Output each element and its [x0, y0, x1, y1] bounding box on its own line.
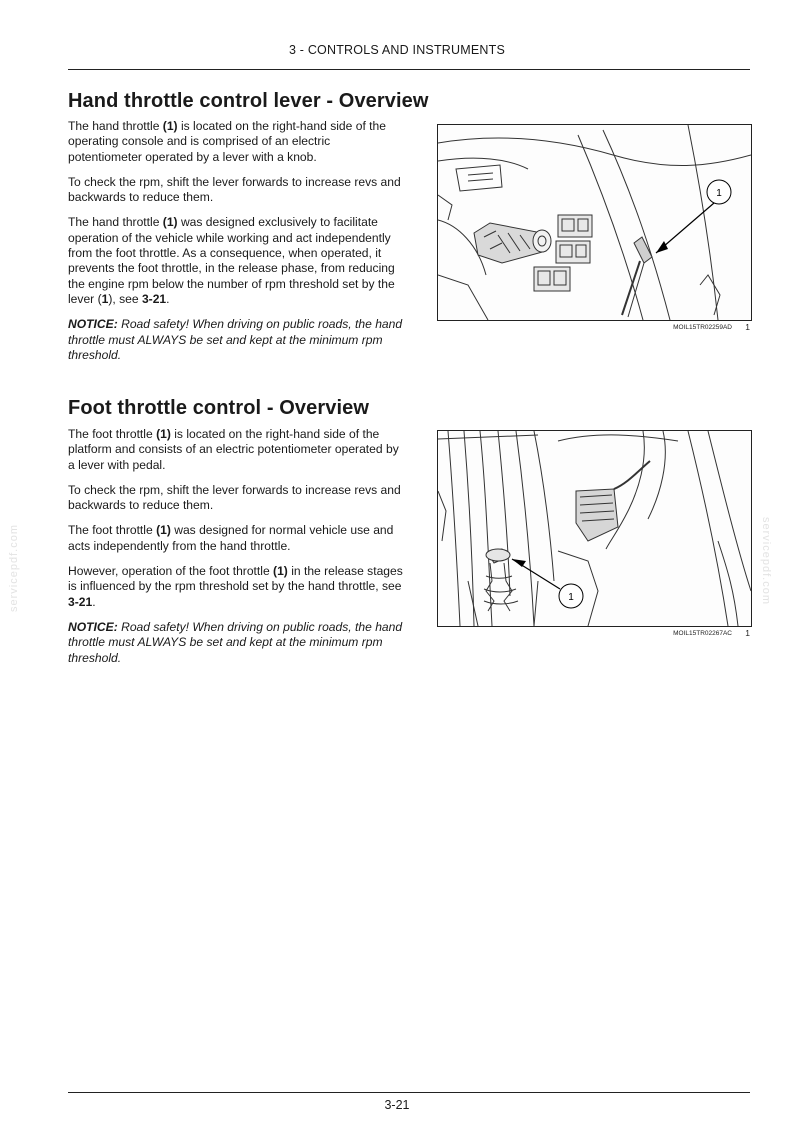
watermark-left: servicepdf.com: [7, 524, 20, 612]
watermark-right: servicepdf.com: [759, 517, 772, 605]
figure-number: 1: [745, 628, 750, 638]
hand-throttle-illustration: [438, 125, 751, 320]
page-number: 3-21: [384, 1098, 410, 1112]
section-title-foot-throttle: Foot throttle control - Overview: [68, 397, 369, 419]
notice-paragraph: NOTICE: Road safety! When driving on public roads, the hand throttle must ALWAYS be set and kept at the minimum rpm threshold.: [68, 317, 403, 362]
figure-callout: 1: [568, 592, 574, 603]
figure-caption-hand-throttle: [437, 321, 750, 335]
figure-hand-throttle: [437, 124, 752, 321]
figure-code: MOIL15TR02259AD: [673, 324, 732, 331]
paragraph: However, operation of the foot throttle (1) in the release stages is influenced by the rpm threshold set by the hand throttle, see 3-21.: [68, 564, 403, 609]
figure-code: MOIL15TR02267AC: [673, 630, 732, 637]
paragraph: The foot throttle (1) is located on the right-hand side of the platform and consists of an electric potentiometer operated by a lever with pedal.: [68, 427, 399, 472]
paragraph: The hand throttle (1) is located on the right-hand side of the operating console and is comprised of an electric potentiometer operated by a lever with a knob.: [68, 119, 386, 164]
header-rule: [68, 69, 750, 70]
section-body-hand-throttle: [68, 119, 404, 373]
footer-rule: [68, 1092, 750, 1093]
paragraph: The hand throttle (1) was designed exclusively to facilitate operation of the vehicle while working and act independently from the foot throttle. As a consequence, when operated, it prevents the foot throttle, in the release phase, from reducing the engine rpm below the number of rpm threshold set by the lever (1), see 3-21.: [68, 215, 395, 306]
figure-caption-foot-throttle: [437, 627, 750, 641]
paragraph: To check the rpm, shift the lever forwards to increase revs and backwards to reduce them.: [68, 174, 401, 205]
notice-paragraph: NOTICE: Road safety! When driving on public roads, the hand throttle must ALWAYS be set and kept at the minimum rpm threshold.: [68, 619, 403, 665]
page-reference: 3-21: [68, 594, 93, 609]
foot-throttle-illustration: [438, 431, 751, 626]
notice-label: NOTICE:: [68, 619, 118, 634]
paragraph: To check the rpm, shift the lever forwards to increase revs and backwards to reduce them.: [68, 482, 401, 513]
figure-number: 1: [745, 322, 750, 332]
section-title-hand-throttle: Hand throttle control lever - Overview: [68, 90, 429, 112]
figure-foot-throttle: [437, 430, 752, 627]
chapter-header: 3 - CONTROLS AND INSTRUMENTS: [288, 43, 506, 57]
notice-label: NOTICE:: [68, 317, 118, 332]
figure-callout: 1: [716, 188, 722, 199]
paragraph: The foot throttle (1) was designed for normal vehicle use and acts independently from the hand throttle.: [68, 523, 394, 553]
page-reference: 3-21: [141, 291, 167, 306]
section-body-foot-throttle: [68, 427, 404, 676]
